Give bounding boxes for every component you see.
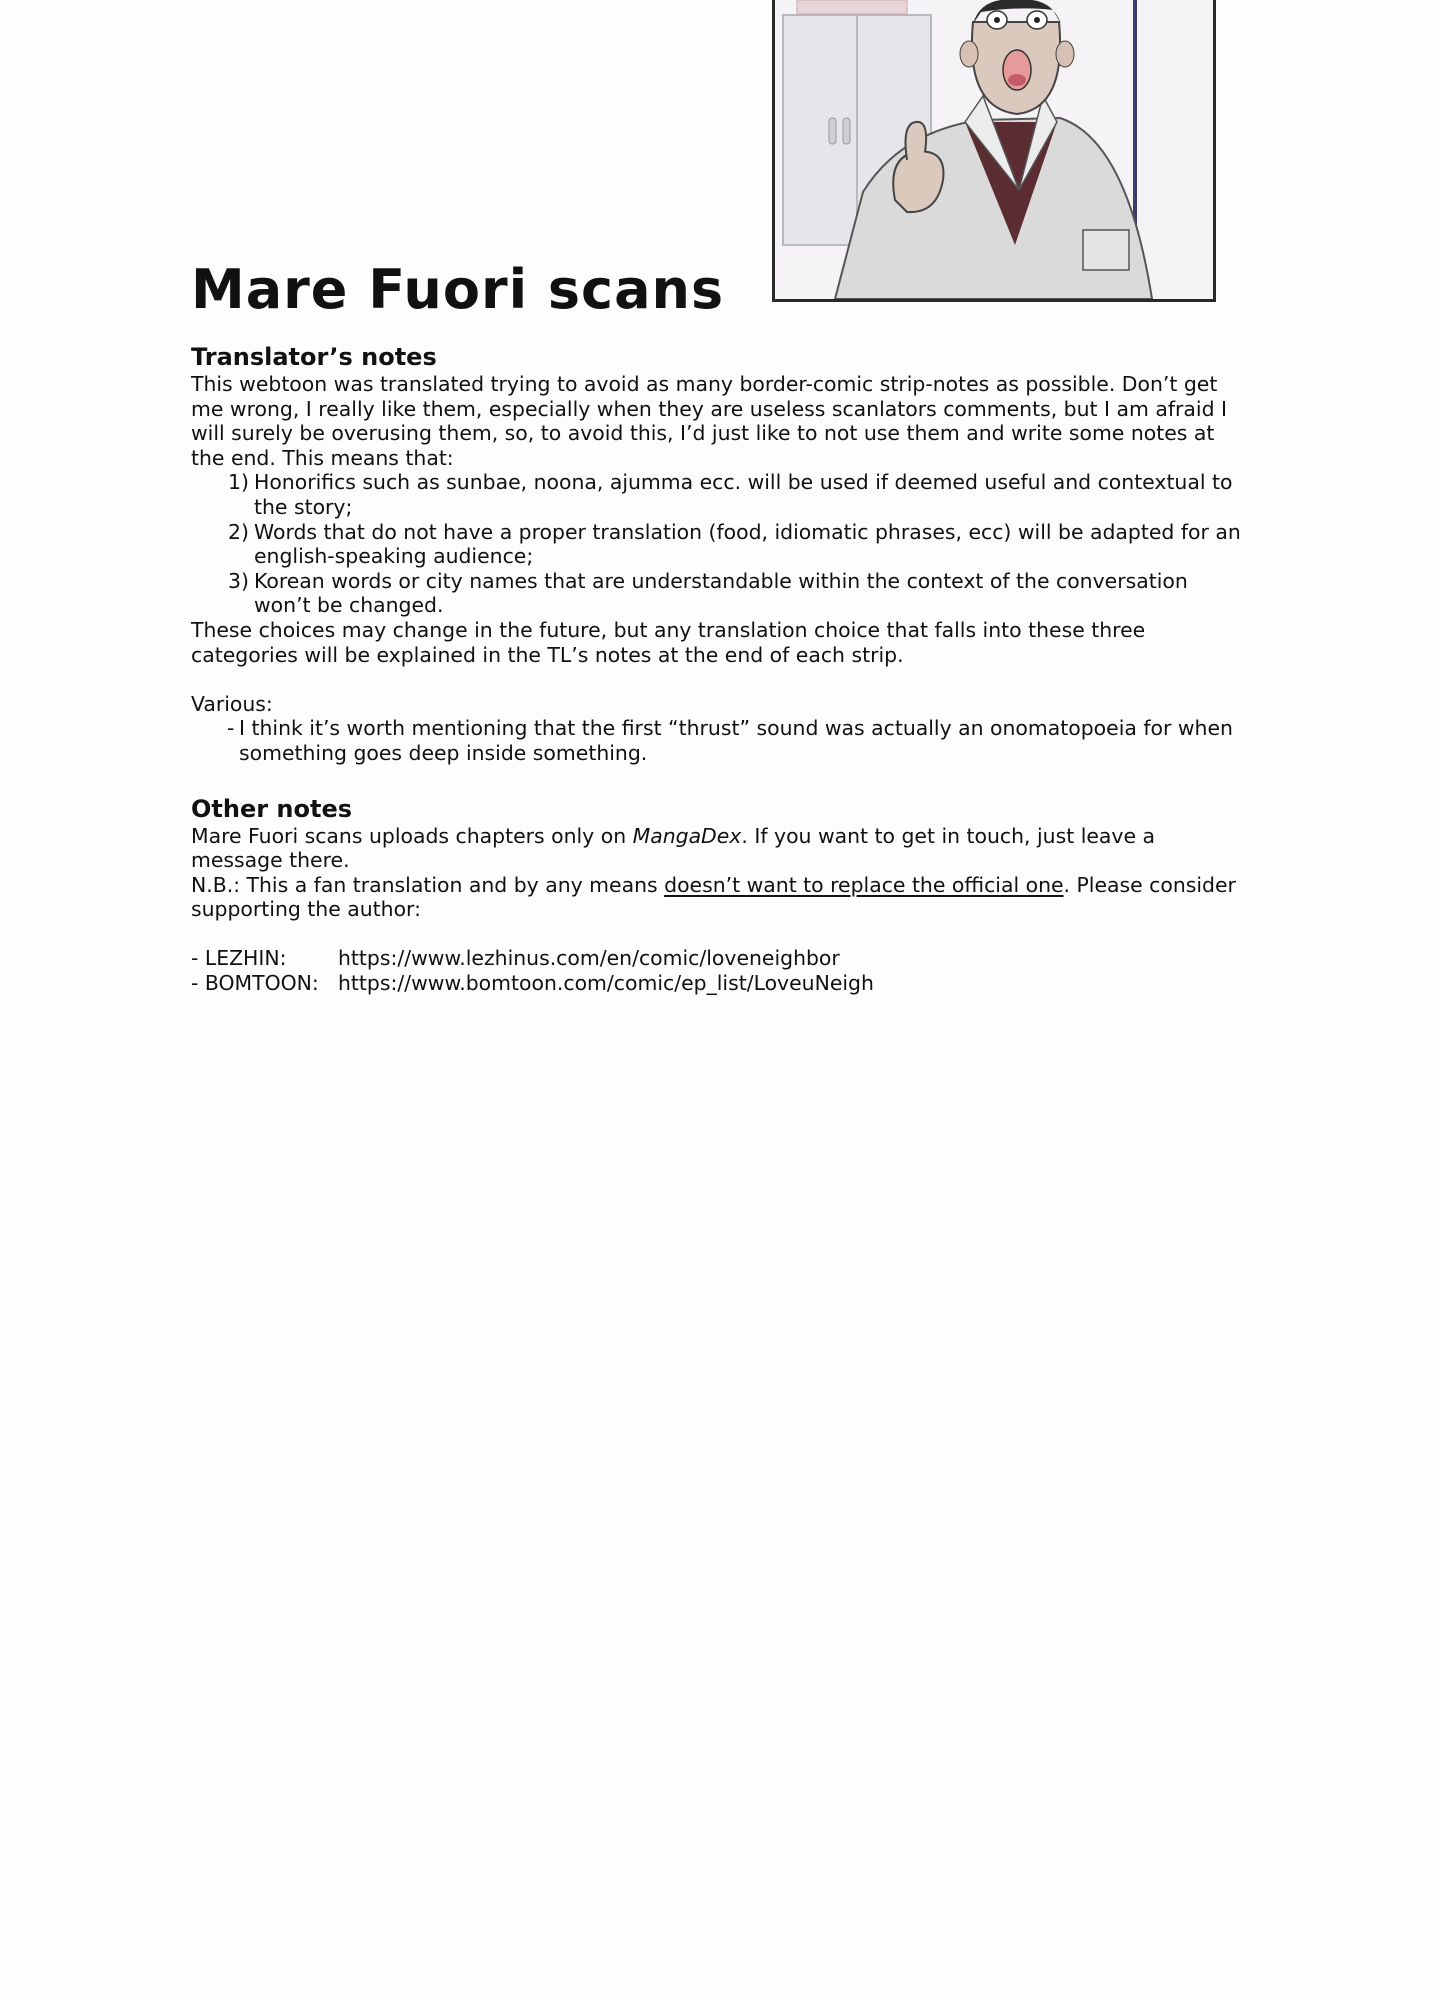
translator-notes-intro: This webtoon was translated trying to avoid as many border-comic strip-notes as possible. Don’t get me wrong, I really like them, especially when they are useless scanlators comments, but I am afraid I will surely be overusing them, so, to avoid this, I’d just like to not use them and write some notes at the end. This means that: [191, 372, 1228, 470]
bomtoon-url[interactable]: https://www.bomtoon.com/comic/ep_list/LoveuNeigh [338, 971, 874, 996]
notes-content [191, 342, 1241, 996]
link-row-bomtoon [191, 971, 1241, 996]
translator-notes-heading: Translator’s notes [191, 343, 437, 371]
rules-list [191, 470, 1241, 618]
official-disclaimer: doesn’t want to replace the official one [664, 872, 1064, 897]
link-label: - BOMTOON: [191, 971, 319, 996]
comic-panel-image [772, 0, 1216, 302]
various-label: Various: [191, 691, 273, 716]
nb-note: N.B.: This a fan translation and by any means doesn’t want to replace the official one. Please consider supporting the author: [191, 872, 1236, 922]
list-item: - I think it’s worth mentioning that the first “thrust” sound was actually an onomatopoeia for when something goes deep inside something. [227, 716, 1233, 765]
other-notes-heading: Other notes [191, 794, 353, 823]
page-title: Mare Fuori scans [191, 258, 725, 321]
list-item: 2) Words that do not have a proper translation (food, idiomatic phrases, ecc) will be adapted for an english-speaking audience; [228, 519, 1241, 569]
list-item: 1) Honorifics such as sunbae, noona, ajumma ecc. will be used if deemed useful and contextual to the story; [228, 470, 1233, 519]
list-item: 3) Korean words or city names that are understandable within the context of the conversation won’t be changed. [228, 568, 1188, 618]
various-list [191, 716, 1241, 765]
translator-notes-outro: These choices may change in the future, but any translation choice that falls into these three categories will be explained in the TL’s notes at the end of each strip. [191, 617, 1146, 667]
lezhin-url[interactable]: https://www.lezhinus.com/en/comic/loveneighbor [338, 946, 840, 971]
upload-note: Mare Fuori scans uploads chapters only on MangaDex. If you want to get in touch, just leave a message there. [191, 823, 1155, 873]
link-label: - LEZHIN: [191, 946, 287, 971]
mangadex-name: MangaDex [632, 823, 742, 848]
link-row-lezhin [191, 946, 1241, 971]
